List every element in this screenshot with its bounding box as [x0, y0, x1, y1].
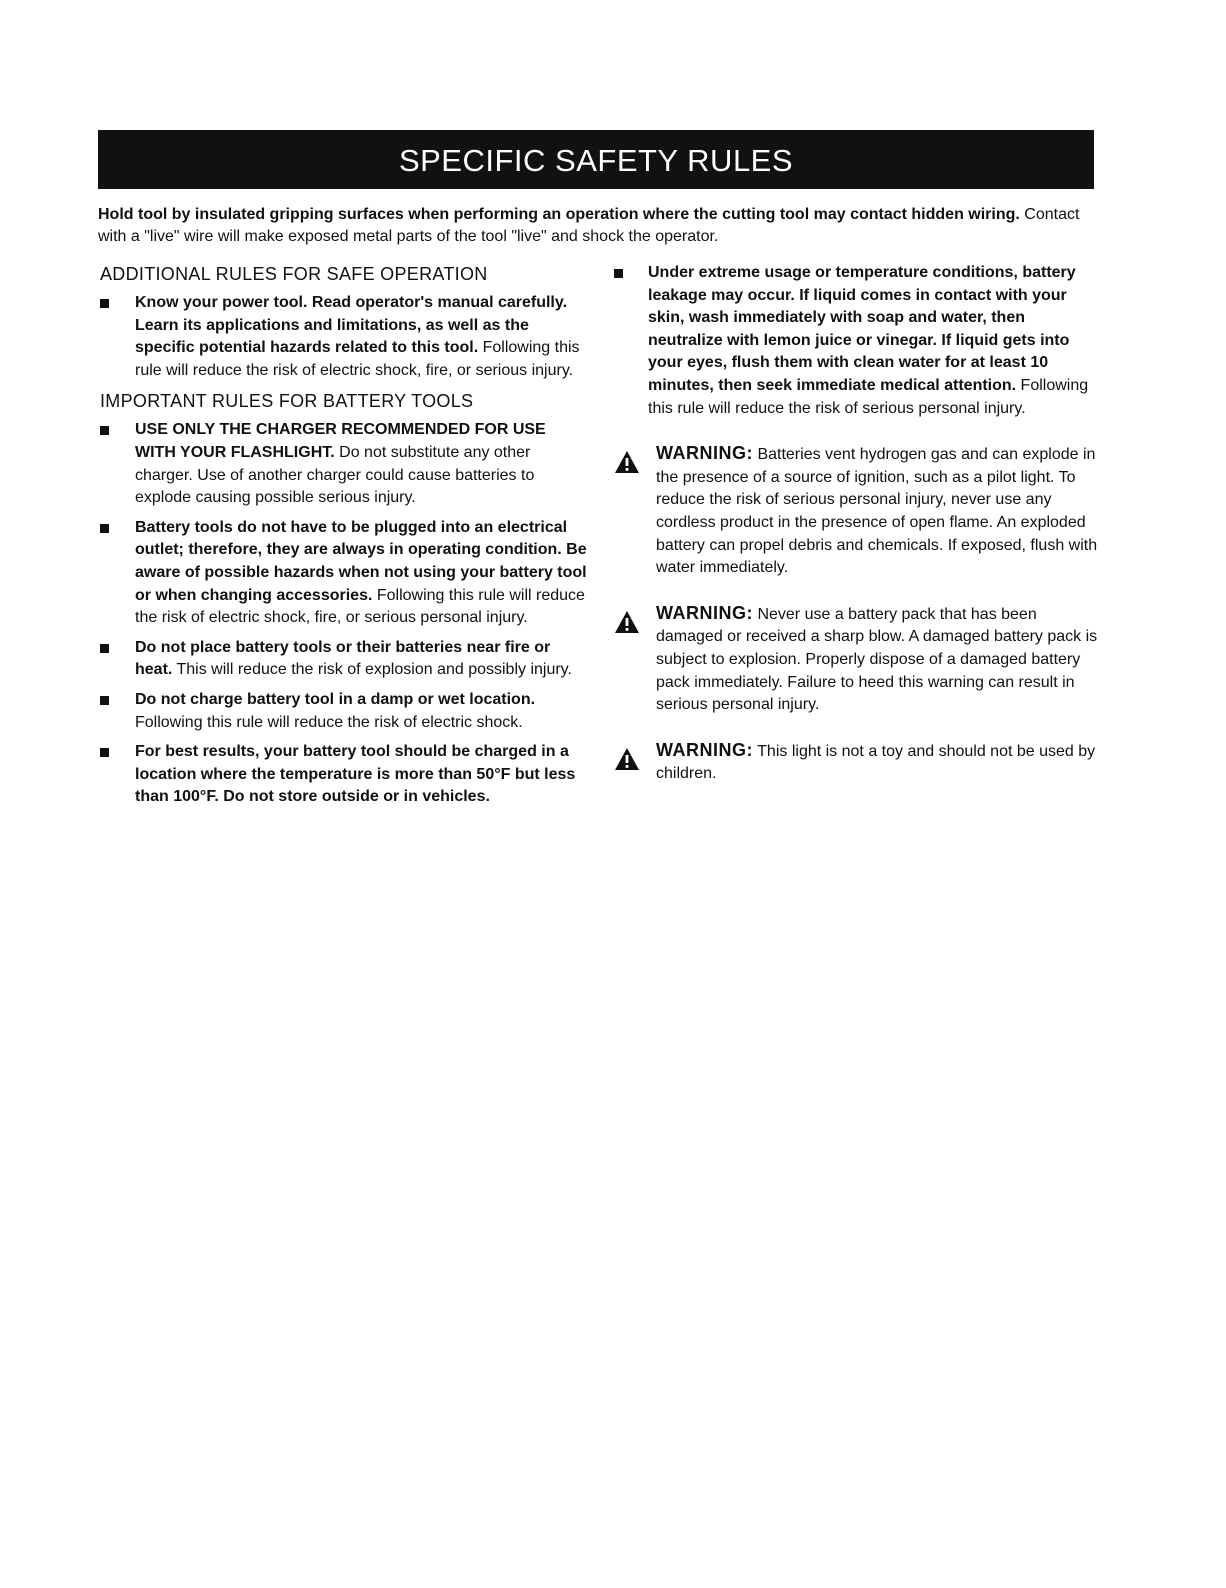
rule-damp-location: [100, 689, 590, 734]
rule-bold: Do not charge battery tool in a damp or wet location.: [135, 690, 536, 708]
rule-bold: For best results, your battery tool should be charged in a location where the temperature is more than 50°F but less than 100°F. Do not store outside or in vehicles.: [135, 743, 576, 806]
warning-text: Never use a battery pack that has been damaged or received a sharp blow. A damaged battery pack is subject to explosion. Properly dispose of a damaged battery pack immediately. Failure to heed this warning can result in serious personal injury.: [656, 605, 1098, 714]
rule-bold: Do not place battery tools or their batteries near fire or heat.: [135, 638, 551, 679]
warning-text: Batteries vent hydrogen gas and can explode in the presence of a source of ignition, such as a pilot light. To reduce the risk of serious personal injury, never use any cordless product in the presence of open flame. An exploded battery can propel debris and chemicals. If exposed, flush with water immediately.: [656, 446, 1098, 577]
heading-battery-rules: IMPORTANT RULES FOR BATTERY TOOLS: [100, 391, 474, 412]
warning-label: WARNING:: [656, 739, 753, 760]
bullet-square-icon: [100, 748, 109, 757]
rule-bold: Under extreme usage or temperature conditions, battery leakage may occur. If liquid comes in contact with your skin, wash immediately with soap and water, then neutralize with lemon juice or vinegar. If liquid gets into your eyes, flush them with clean water for at least 10 minutes, then seek immediate medical attention.: [648, 264, 1076, 394]
bullet-square-icon: [100, 524, 109, 533]
left-column: [100, 262, 590, 816]
rule-know-your-tool: [100, 292, 590, 382]
warning-triangle-icon: [614, 450, 640, 474]
warning-text: This light is not a toy and should not be used by children.: [656, 742, 1096, 783]
rule-text: Following this rule will reduce the risk of electric shock, fire, or serious personal injury.: [135, 586, 585, 627]
rule-text: Do not substitute any other charger. Use of another charger could cause batteries to explode causing possible serious injury.: [135, 443, 535, 507]
rule-always-operating: [100, 517, 590, 630]
rule-text: This will reduce the risk of explosion and possibly injury.: [172, 661, 572, 679]
warning-triangle-icon: [614, 610, 640, 634]
bullet-square-icon: [100, 426, 109, 435]
right-column: [614, 262, 1100, 786]
rule-fire-heat: [100, 637, 590, 682]
warning-label: WARNING:: [656, 602, 753, 623]
rule-text: Following this rule will reduce the risk of serious personal injury.: [648, 376, 1089, 417]
bullet-square-icon: [100, 696, 109, 705]
rule-bold: Battery tools do not have to be plugged into an electrical outlet; therefore, they are always in operating condition. Be aware of possible hazards when not using your battery tool or when changing accessories.: [135, 518, 587, 604]
bullet-square-icon: [100, 299, 109, 308]
rule-charger: [100, 419, 590, 509]
bullet-square-icon: [100, 644, 109, 653]
rule-bold: Know your power tool. Read operator's manual carefully. Learn its applications and limitations, as well as the specific potential hazards related to this tool.: [135, 294, 568, 357]
intro-paragraph: [98, 204, 1108, 248]
warning-label: WARNING:: [656, 443, 753, 464]
warning-damaged-pack: [614, 602, 1100, 717]
heading-additional-rules: ADDITIONAL RULES FOR SAFE OPERATION: [100, 264, 488, 284]
intro-bold: Hold tool by insulated gripping surfaces when performing an operation where the cutting tool may contact hidden wiring.: [98, 206, 1020, 223]
rule-text: Following this rule will reduce the risk of electric shock, fire, or serious injury.: [135, 339, 580, 379]
rule-temperature: [100, 741, 590, 809]
rule-bold: USE ONLY THE CHARGER RECOMMENDED FOR USE WITH YOUR FLASHLIGHT.: [135, 421, 546, 461]
rule-text: Following this rule will reduce the risk of electric shock.: [135, 713, 523, 731]
bullet-square-icon: [614, 269, 623, 278]
warning-hydrogen-gas: [614, 442, 1100, 580]
intro-text: Contact with a "live" wire will make exposed metal parts of the tool "live" and shock the operator.: [98, 206, 1080, 245]
page-title-banner: [98, 130, 1094, 189]
page-title: SPECIFIC SAFETY RULES: [398, 143, 794, 178]
warning-triangle-icon: [614, 747, 640, 771]
rule-battery-leakage: [614, 262, 1100, 420]
warning-not-a-toy: [614, 739, 1100, 786]
